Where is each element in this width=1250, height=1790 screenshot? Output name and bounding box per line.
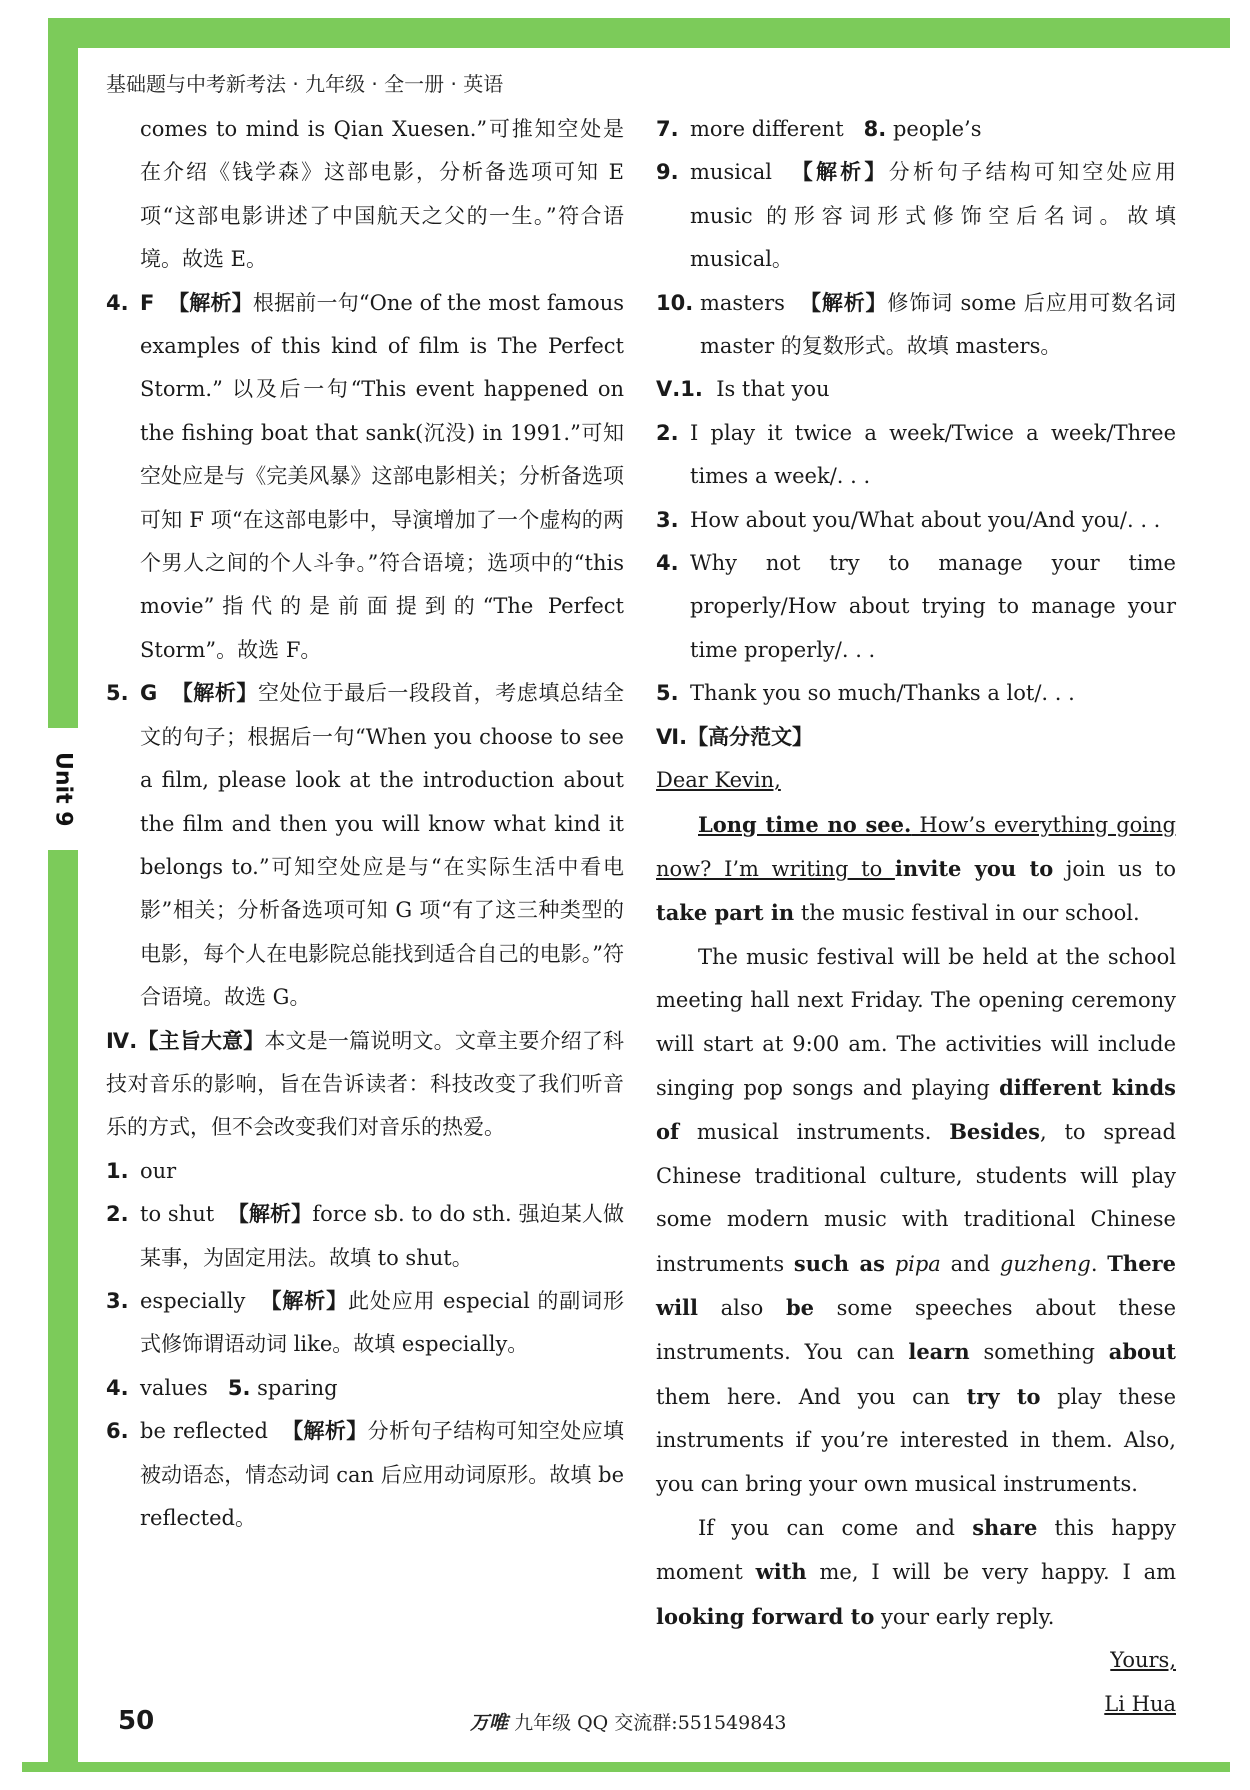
section-5-item-4: 4. Why not try to manage your time properly/How about trying to manage your time properly/. . .: [656, 551, 1176, 662]
left-green-bar: [48, 18, 78, 1770]
answer-item-5: 5. G 【解析】空处位于最后一段段首，考虑填总结全文的句子；根据后一句“When you choose to see a film, please look at the introduction about the film and then you will know what kind it belongs to.”可知空处应是与“在实际生活中看电影”相关；分析备选项可知 G 项“有了这三种类型的电影，每个人在电影院总能找到适合自己的电影。”符合语境。故选 G。: [106, 681, 625, 1010]
right-column: [656, 108, 1176, 1726]
section-6-heading: Ⅵ.【高分范文】: [656, 724, 814, 749]
answer-item-1: 1. our: [106, 1158, 177, 1183]
footer-info: [470, 1708, 787, 1735]
bottom-green-bar: [22, 1762, 1230, 1772]
letter-signature: Li Hua: [1104, 1691, 1176, 1716]
page-header: 基础题与中考新考法 · 九年级 · 全一册 · 英语: [106, 72, 504, 96]
letter-paragraph-2: The music festival will be held at the school meeting hall next Friday. The opening ceremony will start at 9:00 am. The activities will include singing pop songs and playing different kinds of musical instruments. Besides, to spread Chinese traditional culture, students will play some modern music with traditional Chinese instruments such as pipa and guzheng. There will also be some speeches about these instruments. You can learn something about them here. And you can try to play these instruments if you’re interested in them. Also, you can bring your own musical instruments.: [656, 944, 1177, 1496]
letter-greeting: Dear Kevin,: [656, 768, 781, 793]
brand-logo-text: 万唯: [470, 1712, 509, 1734]
answer-item-4: 4. F 【解析】根据前一句“One of the most famous examples of this kind of film is The Perfect Storm.” 以及后一句“This event happened on the fishing boat that sank(沉没) in 1991.”可知空处应是与《完美风暴》这部电影相关；分析备选项可知 F 项“在这部电影中，导演增加了一个虚构的两个男人之间的个人斗争。”符合语境；选项中的“this movie”指代的是前面提到的“The Perfect Storm”。故选 F。: [106, 290, 625, 662]
section-4-summary: Ⅳ.【主旨大意】本文是一篇说明文。文章主要介绍了科技对音乐的影响，旨在告诉读者：科技改变了我们听音乐的方式，但不会改变我们对音乐的热爱。: [106, 1028, 624, 1140]
answer-item-7-8: 7. more different 8. people’s: [656, 117, 982, 141]
section-5-item-2: 2. I play it twice a week/Twice a week/Three times a week/. . .: [656, 420, 1176, 489]
answer-item-10: 10. masters 【解析】修饰词 some 后应用可数名词 master 的复数形式。故填 masters。: [656, 290, 1176, 359]
answer-item-6: 6. be reflected 【解析】分析句子结构可知空处应填被动语态，情态动词 can 后应用动词原形。故填 be reflected。: [106, 1419, 624, 1530]
page-number: 50: [118, 1706, 155, 1736]
answer-continuation: comes to mind is Qian Xuesen.”可推知空处是在介绍《钱学森》这部电影，分析备选项可知 E 项“这部电影讲述了中国航天之父的一生。”符合语境。故选 E。: [140, 117, 624, 272]
section-5-item-1: Ⅴ.1. Is that you: [656, 377, 830, 402]
letter-paragraph-1: Long time no see. How’s everything going now? I’m writing to invite you to join us to take part in the music festival in our school.: [656, 811, 1177, 926]
unit-label: Unit 9: [50, 751, 76, 827]
section-5-item-5: 5. Thank you so much/Thanks a lot/. . .: [656, 681, 1075, 706]
answer-item-2: 2. to shut 【解析】force sb. to do sth. 强迫某人做某事，为固定用法。故填 to shut。: [106, 1202, 624, 1270]
letter-paragraph-3: If you can come and share this happy moment with me, I will be very happy. I am looking forward to your early reply.: [656, 1515, 1177, 1629]
top-green-bar: [48, 18, 1230, 48]
answer-item-3: 3. especially 【解析】此处应用 especial 的副词形式修饰谓语动词 like。故填 especially。: [106, 1288, 624, 1357]
answer-item-9: 9. musical 【解析】分析句子结构可知空处应用 music 的形容词形式修饰空后名词。故填 musical。: [656, 160, 1177, 272]
letter-closing: Yours,: [1110, 1648, 1176, 1673]
answer-item-4-5: 4. values 5. sparing: [106, 1375, 338, 1400]
unit-side-tab: [48, 728, 78, 850]
left-column: [106, 108, 624, 1540]
section-5-item-3: 3. How about you/What about you/And you/. . .: [656, 507, 1161, 532]
footer-qq-group: 九年级 QQ 交流群:551549843: [514, 1712, 787, 1734]
